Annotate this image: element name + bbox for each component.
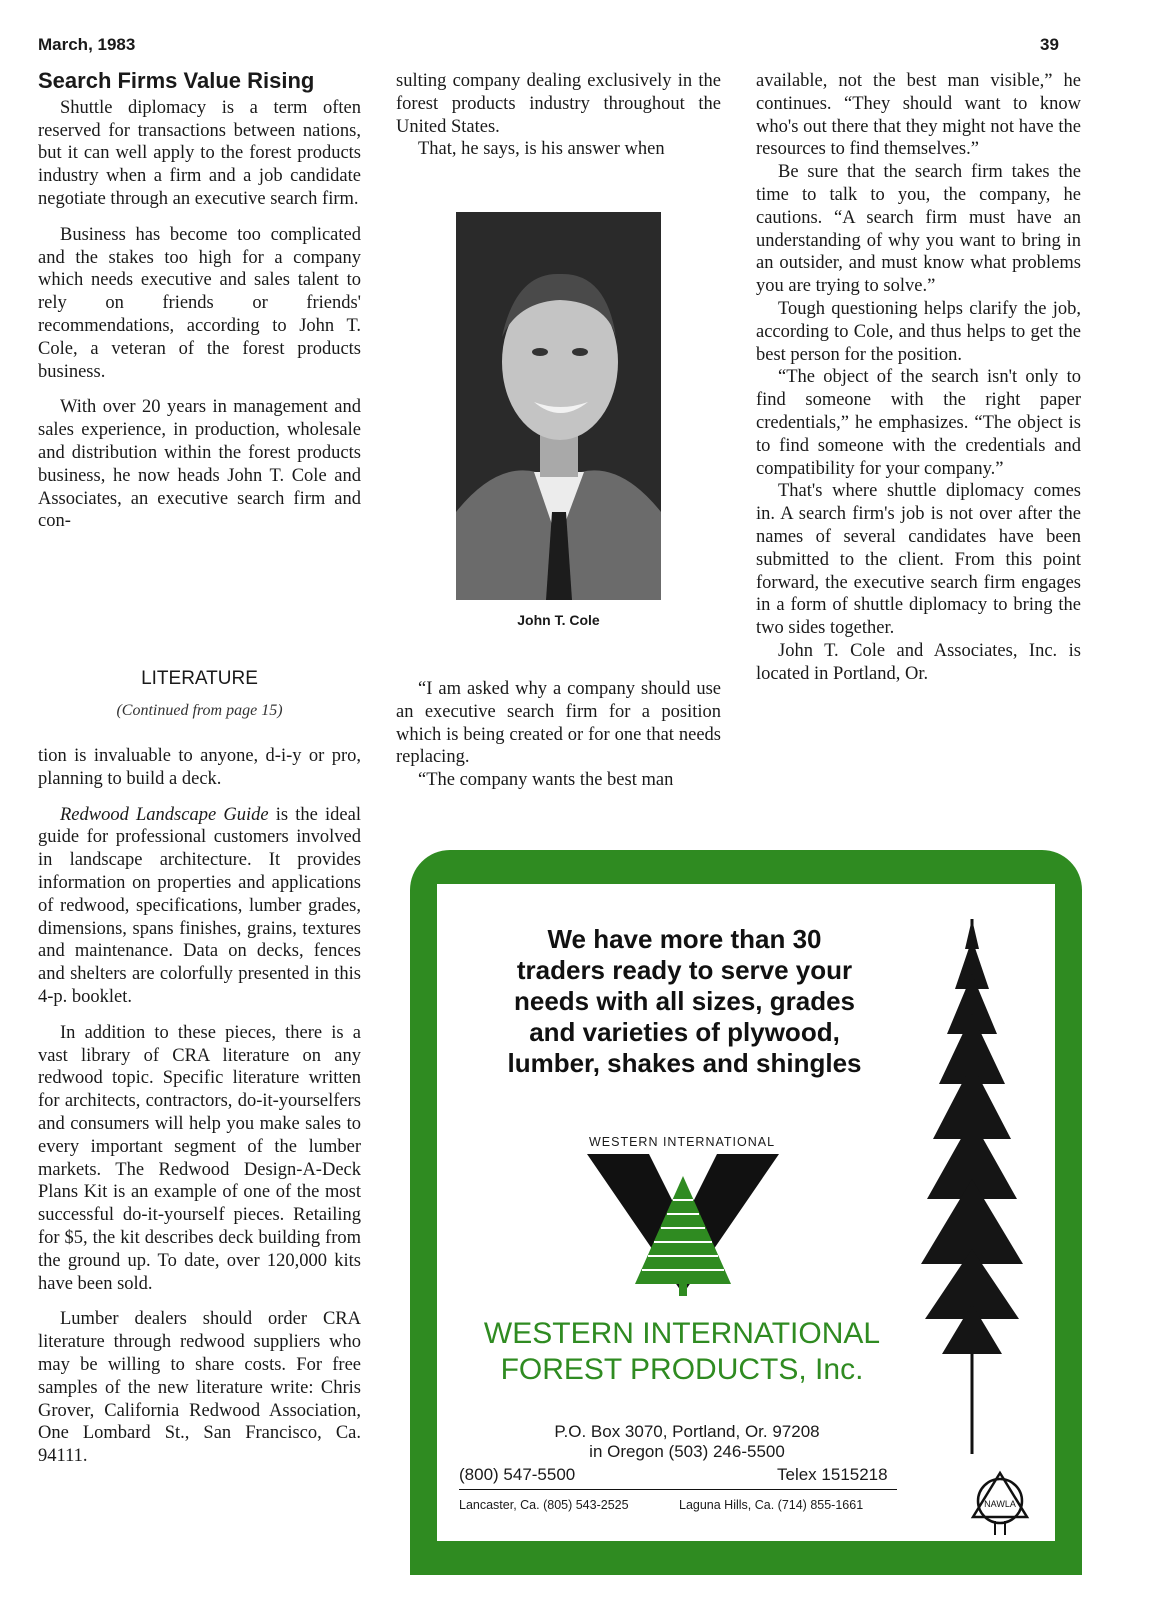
issue-date: March, 1983	[38, 35, 136, 54]
nawla-badge-icon	[965, 1469, 1035, 1539]
divider	[459, 1489, 897, 1490]
article-paragraph: Shuttle diplomacy is a term often reserved for transactions between nations, but it can well apply to the forest products industry when a firm and a job candidate negotiate through an executive search firm.	[38, 97, 361, 209]
portrait-photo	[456, 212, 661, 600]
article-column-3	[756, 70, 1081, 686]
ad-headline-line: lumber, shakes and shingles	[507, 1048, 862, 1078]
branch-laguna-hills: Laguna Hills, Ca. (714) 855-1661	[679, 1498, 864, 1512]
ad-headline	[457, 924, 912, 1079]
advertisement	[410, 850, 1082, 1575]
article-headline: Search Firms Value Rising	[38, 68, 315, 93]
ad-panel	[437, 884, 1055, 1541]
article-paragraph: That, he says, is his answer when	[418, 139, 665, 160]
western-international-logo-icon	[583, 1154, 783, 1299]
literature-paragraph: Lumber dealers should order CRA literature through redwood suppliers who may be willing to share costs. For free samples of the new literature write: Chris Grover, California Redwood Association, One Lombard St., San Francisco, Ca. 94111.	[38, 1309, 361, 1467]
article-paragraph: Tough questioning helps clarify the job, according to Cole, and thus helps to get the best person for the position.	[756, 298, 1081, 365]
oregon-phone: in Oregon (503) 246-5500	[589, 1442, 785, 1461]
mailing-address: P.O. Box 3070, Portland, Or. 97208	[554, 1422, 820, 1441]
article-paragraph: available, not the best man visible,” he continues. “They should want to know who's out there that they might not have the resources to find themselves.”	[756, 71, 1081, 160]
article-paragraph: “The object of the search isn't only to find someone with the right paper credentials,” he emphasizes. “The object is to find someone with the credentials and compatibility for your company.”	[756, 367, 1081, 479]
nawla-badge-text: NAWLA	[984, 1499, 1016, 1509]
literature-title: LITERATURE	[141, 668, 258, 689]
article-paragraph: Be sure that the search firm takes the time to talk to you, the company, he cautions. “A search firm must have an understanding of why you want to bring in an outsider, and must know what problems you are trying to solve.”	[756, 162, 1081, 297]
toll-free-phone: (800) 547-5500	[459, 1465, 576, 1484]
company-name	[457, 1316, 907, 1388]
article-paragraph: sulting company dealing exclusively in the forest products industry throughout the United States.	[396, 71, 721, 137]
continued-note: (Continued from page 15)	[116, 702, 283, 719]
article-paragraph: Business has become too complicated and the stakes too high for a company which needs executive and sales talent to rely on friends or friends' recommendations, according to John T. Cole, a veteran of the forest products business.	[38, 224, 361, 382]
logo-wordmark: WESTERN INTERNATIONAL	[588, 1135, 776, 1149]
article-paragraph: John T. Cole and Associates, Inc. is located in Portland, Or.	[756, 640, 1081, 684]
guide-title: Redwood Landscape Guide	[60, 804, 269, 825]
ad-headline-line: needs with all sizes, grades	[513, 986, 856, 1016]
literature-paragraph	[38, 804, 361, 1009]
article-column-2-top	[396, 70, 721, 161]
company-name-line: WESTERN INTERNATIONAL	[483, 1317, 881, 1350]
literature-paragraph: In addition to these pieces, there is a vast library of CRA literature on any redwood topic. Specific literature written for architects, contractors, do-it-yourselfers and consumers will help you make sales to every important segment of the lumber markets. The Redwood Design-A-Deck Plans Kit is an example of one of the most successful do-it-yourself pieces. Retailing for $5, the kit describes deck building from the ground up. To date, over 120,000 kits have been sold.	[38, 1022, 361, 1294]
fir-tree-icon	[907, 914, 1037, 1459]
company-name-line: FOREST PRODUCTS, Inc.	[500, 1353, 864, 1386]
telex-number: Telex 1515218	[777, 1465, 888, 1484]
ad-headline-line: and varieties of plywood,	[529, 1017, 840, 1047]
ad-headline-line: traders ready to serve your	[516, 955, 853, 985]
branch-lancaster: Lancaster, Ca. (805) 543-2525	[459, 1498, 629, 1512]
guide-description: is the ideal guide for professional customers involved in landscape architecture. It provides information on properties and applications of redwood, specifications, lumber grades, dimensions, spans finishes, grains, textures and maintenance. Data on decks, fences and shelters are colorfully presented in this 4-p. booklet.	[38, 804, 361, 1007]
article-column-2-bottom	[396, 678, 721, 792]
article-paragraph: That's where shuttle diplomacy comes in. A search firm's job is not over after the names of several candidates have been submitted to the client. From this point forward, the executive search firm engages in a form of shuttle diplomacy to bring the two sides together.	[756, 481, 1081, 639]
article-paragraph: “I am asked why a company should use an executive search firm for a position which is being created or for one that needs replacing.	[396, 679, 721, 768]
article-paragraph: “The company wants the best man	[418, 770, 674, 791]
literature-paragraph: tion is invaluable to anyone, d-i-y or pro, planning to build a deck.	[38, 746, 361, 789]
literature-column	[38, 745, 361, 1481]
page-number: 39	[1040, 35, 1059, 54]
article-column-1	[38, 70, 361, 546]
portrait-illustration	[456, 212, 661, 600]
photo-caption: John T. Cole	[517, 612, 600, 628]
article-paragraph: With over 20 years in management and sales experience, in production, wholesale and distribution within the forest products business, he now heads John T. Cole and Associates, an executive search firm and con-	[38, 397, 361, 532]
ad-headline-line: We have more than 30	[547, 924, 822, 954]
